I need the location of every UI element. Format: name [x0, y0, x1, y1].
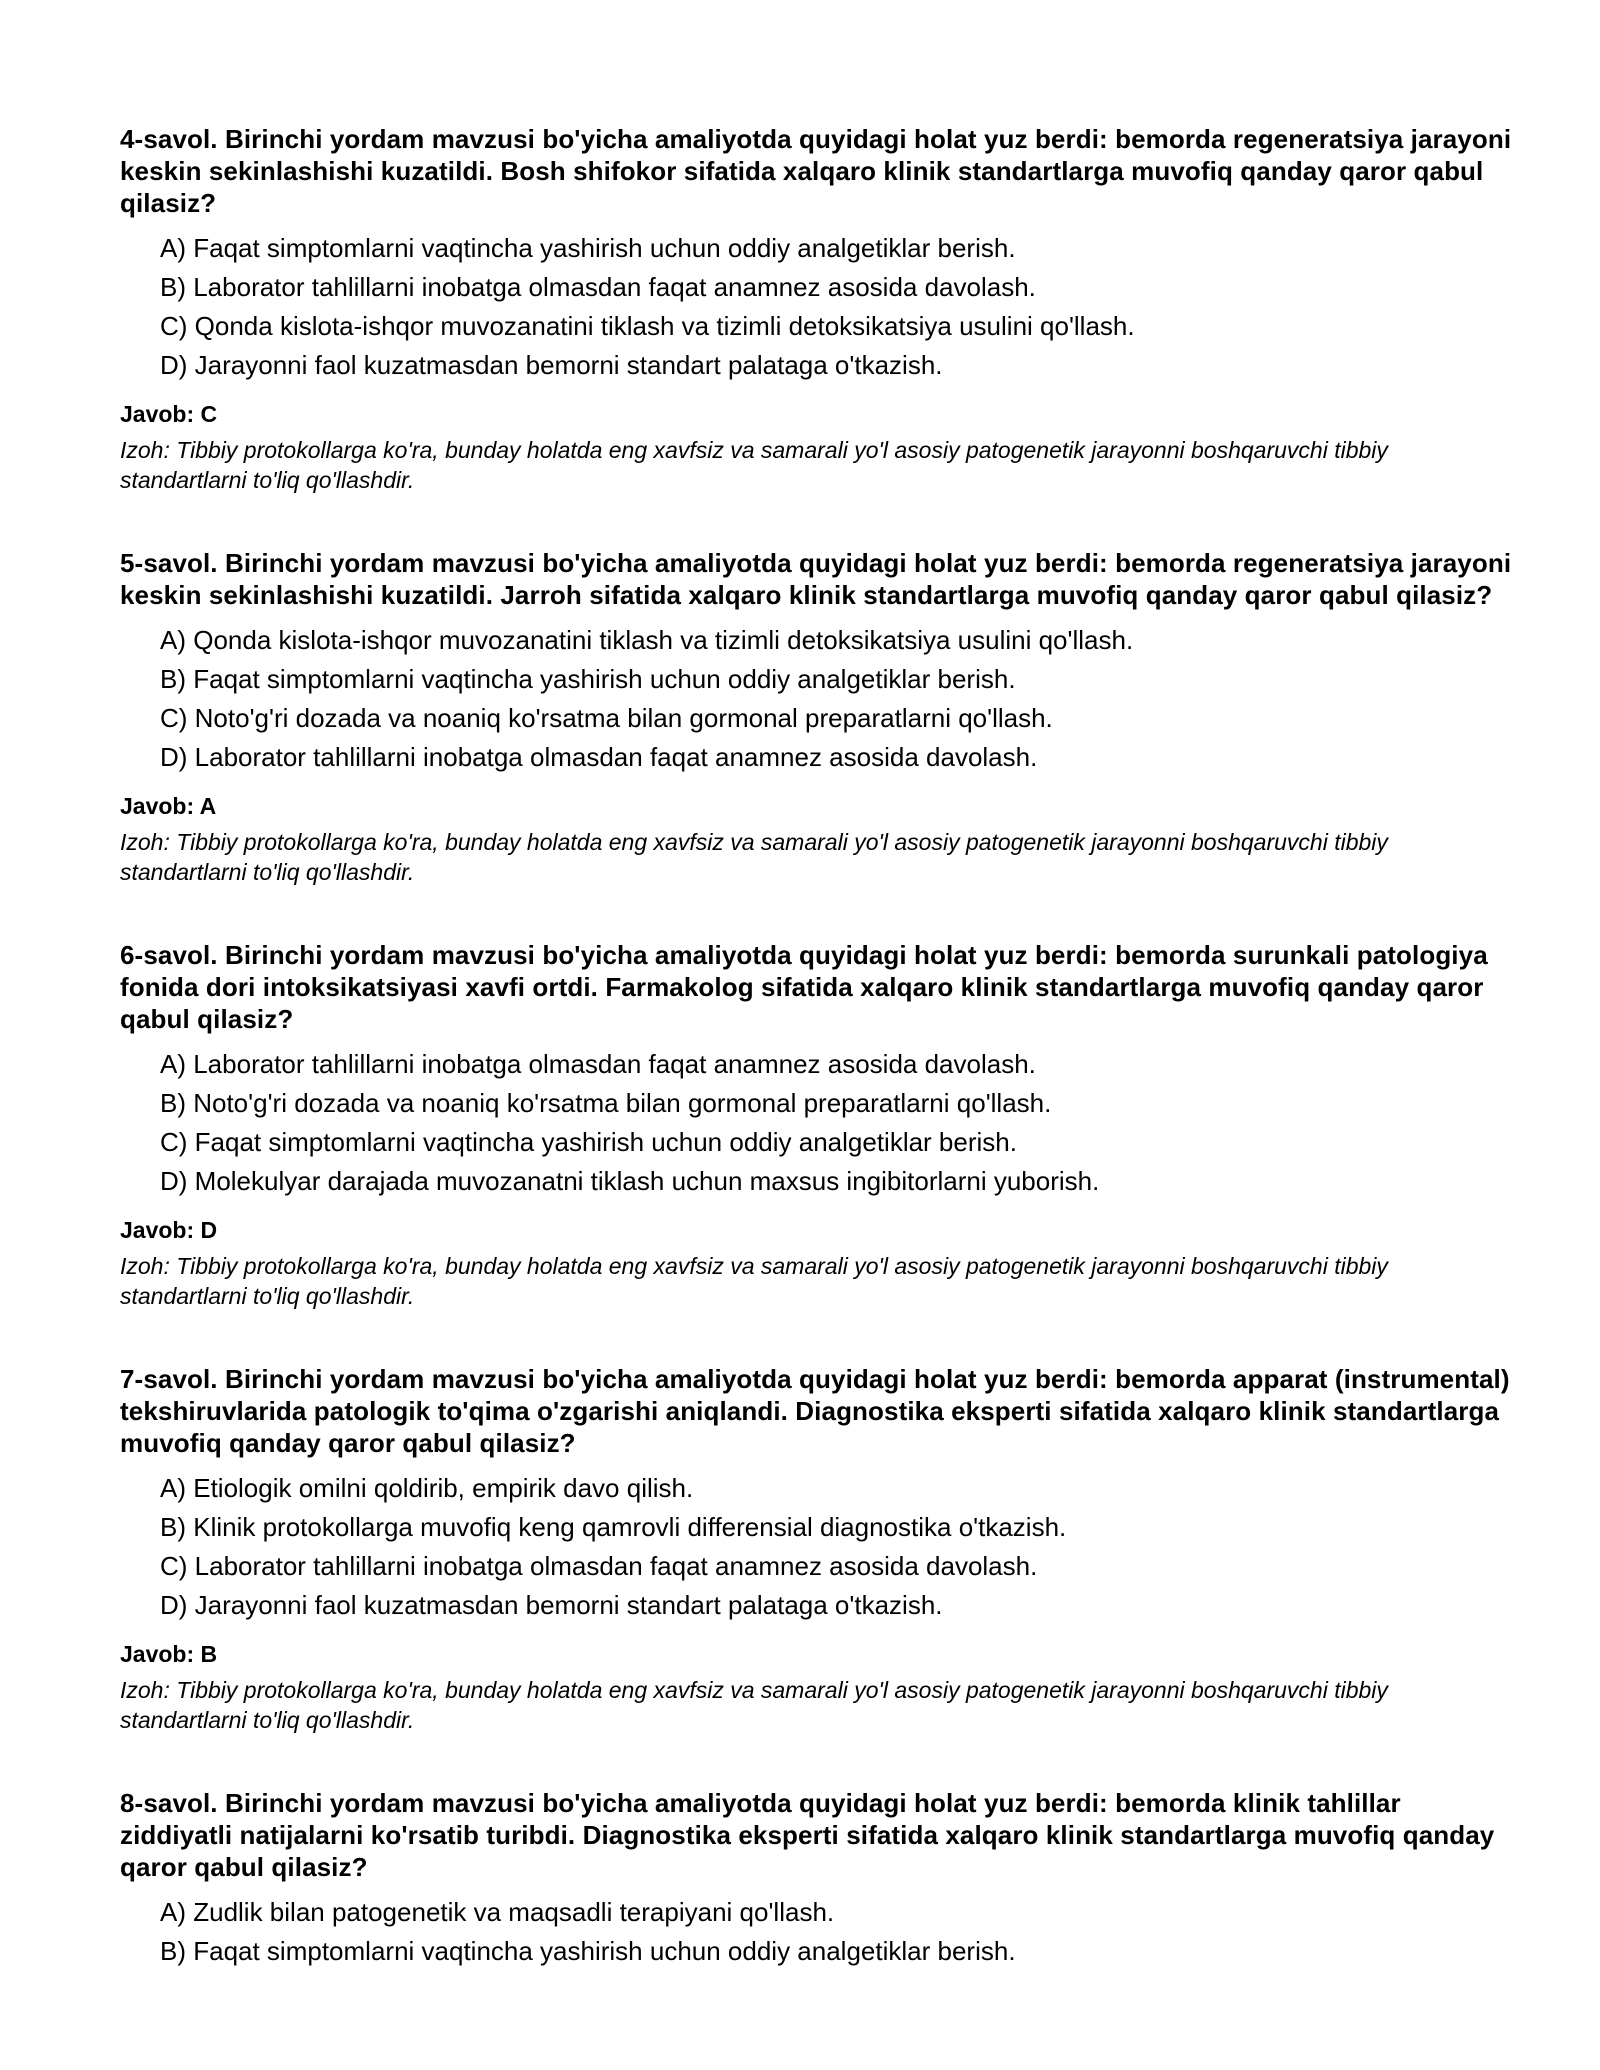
option-b: B) Noto'g'ri dozada va noaniq ko'rsatma bilan gormonal preparatlarni qo'llash. [160, 1088, 1052, 1118]
option-a: A) Qonda kislota-ishqor muvozanatini tiklash va tizimli detoksikatsiya usulini qo'llash. [160, 625, 1134, 655]
question-block-8 [120, 1787, 1520, 1971]
answer-label: Javob: D [120, 1217, 218, 1243]
option-a: A) Faqat simptomlarni vaqtincha yashirish uchun oddiy analgetiklar berish. [160, 233, 1016, 263]
options-list [160, 621, 1520, 777]
options-list [160, 1469, 1520, 1625]
question-text: 6-savol. Birinchi yordam mavzusi bo'yicha amaliyotda quyidagi holat yuz berdi: bemorda surunkali patologiya fonida dori intoksikatsiyasi xavfi ortdi. Farmakolog sifatida xalqaro klinik standartlarga muvofiq qanday qaror qabul qilasiz? [120, 940, 1488, 1034]
option-c: C) Laborator tahlillarni inobatga olmasdan faqat anamnez asosida davolash. [160, 1551, 1038, 1581]
option-c: C) Faqat simptomlarni vaqtincha yashirish uchun oddiy analgetiklar berish. [160, 1127, 1017, 1157]
question-text: 7-savol. Birinchi yordam mavzusi bo'yicha amaliyotda quyidagi holat yuz berdi: bemorda apparat (instrumental) tekshiruvlarida patologik to'qima o'zgarishi aniqlandi. Diagnostika eksperti sifatida xalqaro klinik standartlarga muvofiq qanday qaror qabul qilasiz? [120, 1364, 1510, 1458]
question-block-7 [120, 1363, 1520, 1735]
question-text: 4-savol. Birinchi yordam mavzusi bo'yicha amaliyotda quyidagi holat yuz berdi: bemorda regeneratsiya jarayoni keskin sekinlashishi kuzatildi. Bosh shifokor sifatida xalqaro klinik standartlarga muvofiq qanday qaror qabul qilasiz? [120, 124, 1512, 218]
explanation-text: Izoh: Tibbiy protokollarga ko'ra, bunday holatda eng xavfsiz va samarali yo'l asosiy patogenetik jarayonni boshqaruvchi tibbiy standartlarni to'liq qo'llashdir. [120, 1253, 1388, 1309]
question-block-6 [120, 939, 1520, 1311]
option-c: C) Qonda kislota-ishqor muvozanatini tiklash va tizimli detoksikatsiya usulini qo'llash. [160, 311, 1135, 341]
explanation-text: Izoh: Tibbiy protokollarga ko'ra, bunday holatda eng xavfsiz va samarali yo'l asosiy patogenetik jarayonni boshqaruvchi tibbiy standartlarni to'liq qo'llashdir. [120, 437, 1388, 493]
option-b: B) Faqat simptomlarni vaqtincha yashirish uchun oddiy analgetiklar berish. [160, 664, 1016, 694]
question-block-4 [120, 123, 1520, 495]
option-b: B) Klinik protokollarga muvofiq keng qamrovli differensial diagnostika o'tkazish. [160, 1512, 1067, 1542]
options-list [160, 1045, 1520, 1201]
option-c: C) Noto'g'ri dozada va noaniq ko'rsatma bilan gormonal preparatlarni qo'llash. [160, 703, 1053, 733]
explanation-text: Izoh: Tibbiy protokollarga ko'ra, bunday holatda eng xavfsiz va samarali yo'l asosiy patogenetik jarayonni boshqaruvchi tibbiy standartlarni to'liq qo'llashdir. [120, 829, 1388, 885]
question-text: 8-savol. Birinchi yordam mavzusi bo'yicha amaliyotda quyidagi holat yuz berdi: bemorda klinik tahlillar ziddiyatli natijalarni ko'rsatib turibdi. Diagnostika eksperti sifatida xalqaro klinik standartlarga muvofiq qanday qaror qabul qilasiz? [120, 1788, 1495, 1882]
question-block-5 [120, 547, 1520, 887]
option-b: B) Faqat simptomlarni vaqtincha yashirish uchun oddiy analgetiklar berish. [160, 1936, 1016, 1966]
answer-label: Javob: A [120, 793, 217, 819]
option-d: D) Molekulyar darajada muvozanatni tiklash uchun maxsus ingibitorlarni yuborish. [160, 1166, 1100, 1196]
question-text: 5-savol. Birinchi yordam mavzusi bo'yicha amaliyotda quyidagi holat yuz berdi: bemorda regeneratsiya jarayoni keskin sekinlashishi kuzatildi. Jarroh sifatida xalqaro klinik standartlarga muvofiq qanday qaror qabul qilasiz? [120, 548, 1512, 610]
option-d: D) Jarayonni faol kuzatmasdan bemorni standart palataga o'tkazish. [160, 1590, 943, 1620]
option-a: A) Etiologik omilni qoldirib, empirik davo qilish. [160, 1473, 694, 1503]
option-d: D) Laborator tahlillarni inobatga olmasdan faqat anamnez asosida davolash. [160, 742, 1038, 772]
option-b: B) Laborator tahlillarni inobatga olmasdan faqat anamnez asosida davolash. [160, 272, 1036, 302]
option-d: D) Jarayonni faol kuzatmasdan bemorni standart palataga o'tkazish. [160, 350, 943, 380]
explanation-text: Izoh: Tibbiy protokollarga ko'ra, bunday holatda eng xavfsiz va samarali yo'l asosiy patogenetik jarayonni boshqaruvchi tibbiy standartlarni to'liq qo'llashdir. [120, 1677, 1388, 1733]
options-list [160, 1893, 1520, 1971]
option-a: A) Laborator tahlillarni inobatga olmasdan faqat anamnez asosida davolash. [160, 1049, 1036, 1079]
answer-label: Javob: B [120, 1641, 218, 1667]
option-a: A) Zudlik bilan patogenetik va maqsadli terapiyani qo'llash. [160, 1897, 835, 1927]
options-list [160, 229, 1520, 385]
answer-label: Javob: C [120, 401, 218, 427]
